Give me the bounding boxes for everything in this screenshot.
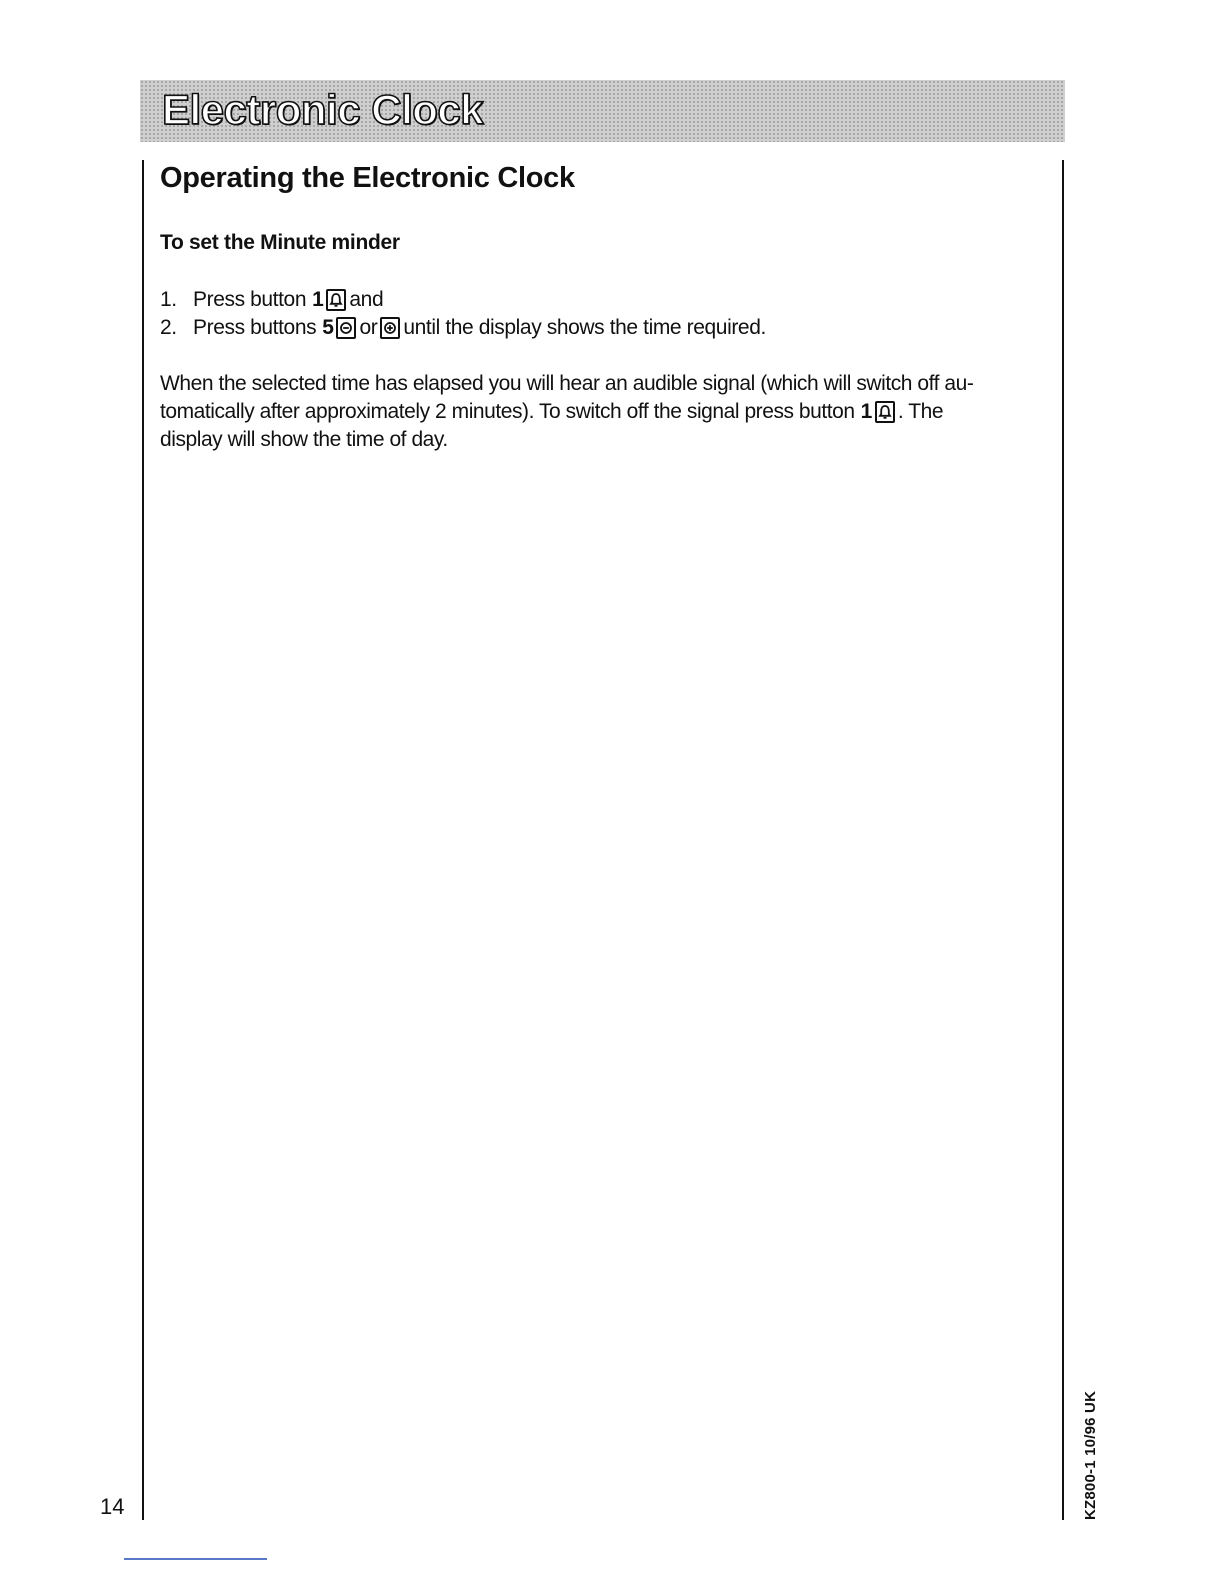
button-number: 1 xyxy=(312,288,324,311)
button-number: 5 xyxy=(322,316,334,339)
bottom-rule xyxy=(124,1558,267,1560)
content-column xyxy=(160,160,1050,454)
steps-list xyxy=(160,286,1050,342)
bell-icon xyxy=(326,289,346,311)
minus-icon xyxy=(336,317,356,339)
step-text-after: until the display shows the time required. xyxy=(403,316,766,339)
left-vertical-rule xyxy=(142,160,144,1520)
step-text-after: and xyxy=(349,288,384,311)
page-title: Electronic Clock xyxy=(162,86,484,133)
step-2 xyxy=(160,314,1050,342)
paragraph-text-after: . The xyxy=(897,400,944,423)
page-number: 14 xyxy=(100,1494,125,1519)
step-conjunction: or xyxy=(359,316,378,339)
paragraph-text: tomatically after approximately 2 minutes). To switch off the signal press button xyxy=(160,400,855,423)
step-text: Press buttons xyxy=(193,316,317,339)
document-code: KZ800-1 10/96 UK xyxy=(1082,1390,1099,1520)
bell-icon xyxy=(875,401,895,423)
section-heading: Operating the Electronic Clock xyxy=(160,162,575,194)
sub-heading: To set the Minute minder xyxy=(160,231,400,254)
paragraph-line-2 xyxy=(160,398,1050,426)
step-number: 2. xyxy=(160,316,177,339)
plus-icon xyxy=(380,317,400,339)
step-text: Press button xyxy=(193,288,307,311)
button-number: 1 xyxy=(860,400,872,423)
paragraph-line-3: display will show the time of day. xyxy=(160,428,448,451)
step-1 xyxy=(160,286,1050,314)
description-paragraph xyxy=(160,370,1050,454)
paragraph-line-1: When the selected time has elapsed you will hear an audible signal (which will switch off au- xyxy=(160,372,974,395)
step-number: 1. xyxy=(160,288,177,311)
header-band xyxy=(140,80,1065,142)
right-vertical-rule xyxy=(1062,160,1064,1520)
